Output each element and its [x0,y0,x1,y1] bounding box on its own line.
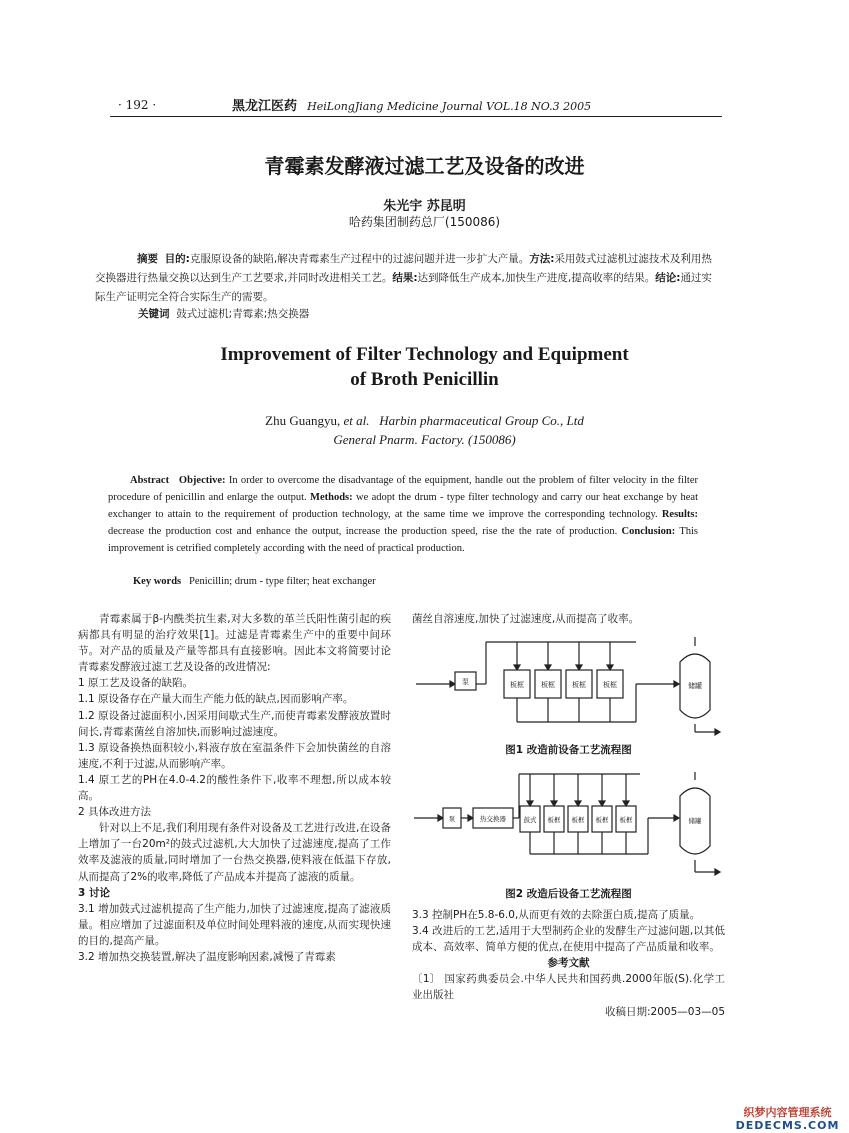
abstract-en-conclusion: This improvement is cetrified completely according with the need of practical production. [108,526,699,554]
abstract-en-method: we adopt the drum - type filter technology and carry our heat exchange by heat exchanger to attain to the requirement of production technology, at the same time we improve the corresponding technology. [108,492,699,520]
fig2-tank-label: 储罐 [688,817,702,825]
authors-en-affiliation: Harbin pharmaceutical Group Co., Ltd [379,413,584,428]
fig1-tank-label: 储罐 [688,682,702,690]
watermark-line-2: DEDECMS.COM [735,1119,840,1132]
journal-name-en: HeiLongJiang Medicine Journal VOL.18 NO.3 2005 [307,100,592,113]
authors-cn: 朱光宇 苏昆明 [383,199,466,214]
body-right-column-bottom [412,907,725,1020]
abstract-en-result-label: Results: [661,509,698,520]
body-left-column [78,611,391,965]
abstract-cn-method-label: 方法: [529,253,555,265]
section-3-2: 3.2 增加热交换装置,解决了温度影响因素,减慢了青霉素 [78,950,336,963]
fig1-filter-4: 板框 [603,681,617,689]
journal-header [232,95,591,114]
keywords-cn-label: 关键词 [138,308,170,320]
abstract-cn-method: 采用鼓式过滤机过滤技术及利用热交换器进行热量交换以达到生产工艺要求,并同时改进相关工艺。 [95,253,712,284]
fig1-filter-2: 板框 [541,681,555,689]
abstract-cn-conclusion: 通过实际生产证明完全符合实际生产的需要。 [95,272,712,303]
section-3-3: 3.3 控制PH在5.8-6.0,从而更有效的去除蛋白质,提高了质量。 [412,909,701,921]
section-1-4: 1.4 原工艺的PH在4.0-4.2的酸性条件下,收率不理想,所以成本较高。 [78,773,391,803]
abstract-cn-label: 摘要 [137,253,158,265]
keywords-en-label: Key words [133,576,182,587]
section-1-heading: 1 原工艺及设备的缺陷。 [78,677,194,690]
abstract-cn-objective: 克服原设备的缺陷,解决青霉素生产过程中的过滤问题并进一步扩大产量。 [189,253,530,265]
abstract-cn-objective-label: 目的: [164,253,190,265]
title-cn: 青霉素发酵液过滤工艺及设备的改进 [264,154,585,178]
figure-1-flow-diagram [412,632,725,737]
fig1-filter-3: 板框 [572,681,586,689]
watermark-line-1: 织梦内容管理系统 [743,1106,832,1119]
fig2-filter-3: 板框 [595,816,609,824]
figure-2-flow-diagram [412,768,725,880]
abstract-cn [95,250,715,307]
fig2-filter-4: 板框 [619,816,633,824]
abstract-en-conclusion-label: Conclusion: [621,526,676,537]
continued-paragraph: 菌丝自溶速度,加快了过滤速度,从而提高了收率。 [412,613,640,625]
journal-name-cn: 黑龙江医药 [232,99,298,114]
intro-paragraph: 青霉素属于β-内酰类抗生素,对大多数的革兰氏阳性菌引起的疾病都具有明显的治疗效果[1]。过滤是青霉素生产中的重要中间环节。对产品的质量及产量等都具有直接影响。因此本文将简要讨论青霉素发酵液过滤工艺及设备的改进情况: [78,613,391,674]
section-1-3: 1.3 原设备换热面积较小,料液存放在室温条件下会加快菌丝的自溶速度,不利于过滤,从而影响产率。 [78,741,391,770]
title-en [0,342,849,392]
body-right-column-top [412,611,725,627]
abstract-en-method-label: Methods: [310,492,353,503]
keywords-en-text: Penicillin; drum - type filter; heat exchanger [189,576,376,587]
fig2-filter-1: 板框 [547,816,561,824]
references-heading: 参考文献 [547,957,590,970]
abstract-en [108,472,698,557]
title-en-line1: Improvement of Filter Technology and Equipment [220,344,629,365]
keywords-cn-text: 鼓式过滤机;青霉素;热交换器 [176,308,310,320]
authors-en [0,413,849,429]
authors-en-etal: et al. [343,413,370,428]
title-en-line2: of Broth Penicillin [350,369,499,390]
received-date: 收稿日期:2005—03—05 [605,1005,725,1018]
page-number: · 192 · [118,98,157,112]
section-2-heading: 2 具体改进方法 [78,806,152,819]
abstract-en-result: decrease the production cost and enhance the output, increase the production speed, rise the the rate of production. [108,526,618,537]
keywords-cn [138,306,309,321]
figure-1-caption: 图1 改造前设备工艺流程图 [505,744,632,756]
abstract-en-objective-label: Objective: [178,475,226,486]
fig2-drum-label: 鼓式 [523,816,537,824]
affiliation-cn: 哈药集团制药总厂(150086) [348,215,501,229]
section-3-4: 3.4 改进后的工艺,适用于大型制药企业的发酵生产过滤问题,以其低成本、高效率、简单方便的优点,在使用中提高了产品质量和收率。 [412,925,725,954]
figure-2-caption: 图2 改造后设备工艺流程图 [505,888,632,900]
affiliation-en: General Pnarm. Factory. (150086) [333,432,516,447]
keywords-en [133,576,376,587]
section-1-2: 1.2 原设备过滤面积小,因采用间歇式生产,而使青霉素发酵液放置时间长,青霉素菌丝自溶加快,而影响过滤速度。 [78,709,391,738]
reference-1: 〔1〕 国家药典委员会.中华人民共和国药典.2000年版(S).化学工业出版社 [412,973,725,1002]
abstract-en-objective: In order to overcome the disadvantage of the equipment, handle out the problem of filter velocity in the filter procedure of penicillin and enlarge the output. [108,475,699,503]
fig2-hx-label: 热交换器 [480,815,506,823]
fig2-pump-label: 泵 [448,815,456,823]
section-3-1: 3.1 增加鼓式过滤机提高了生产能力,加快了过滤速度,提高了滤液质量。相应增加了过滤面积及单位时间处理料液的速度,从而实现快速的目的,提高产量。 [78,902,391,947]
abstract-cn-result: 达到降低生产成本,加快生产进度,提高收率的结果。 [417,272,656,284]
section-1-1: 1.1 原设备存在产量大而生产能力低的缺点,因而影响产率。 [78,693,354,706]
fig1-pump-label: 泵 [462,678,469,686]
fig2-filter-2: 板框 [571,816,585,824]
abstract-cn-result-label: 结果: [392,272,418,284]
abstract-cn-conclusion-label: 结论: [655,272,681,284]
header-rule [110,116,722,117]
watermark [729,1106,846,1132]
section-3-heading: 3 讨论 [78,886,110,899]
authors-en-names: Zhu Guangyu, [265,413,341,428]
abstract-en-label: Abstract [130,475,170,486]
section-2-paragraph: 针对以上不足,我们利用现有条件对设备及工艺进行改进,在设备上增加了一台20m²的鼓式过滤机,大大加快了过滤速度,提高了工作效率及滤液的质量,同时增加了一台热交换器,使料液在低温下存放,从而提高了2%的收率,降低了产品成本并提高了滤液的质量。 [78,822,391,883]
fig1-filter-1: 板框 [510,681,524,689]
